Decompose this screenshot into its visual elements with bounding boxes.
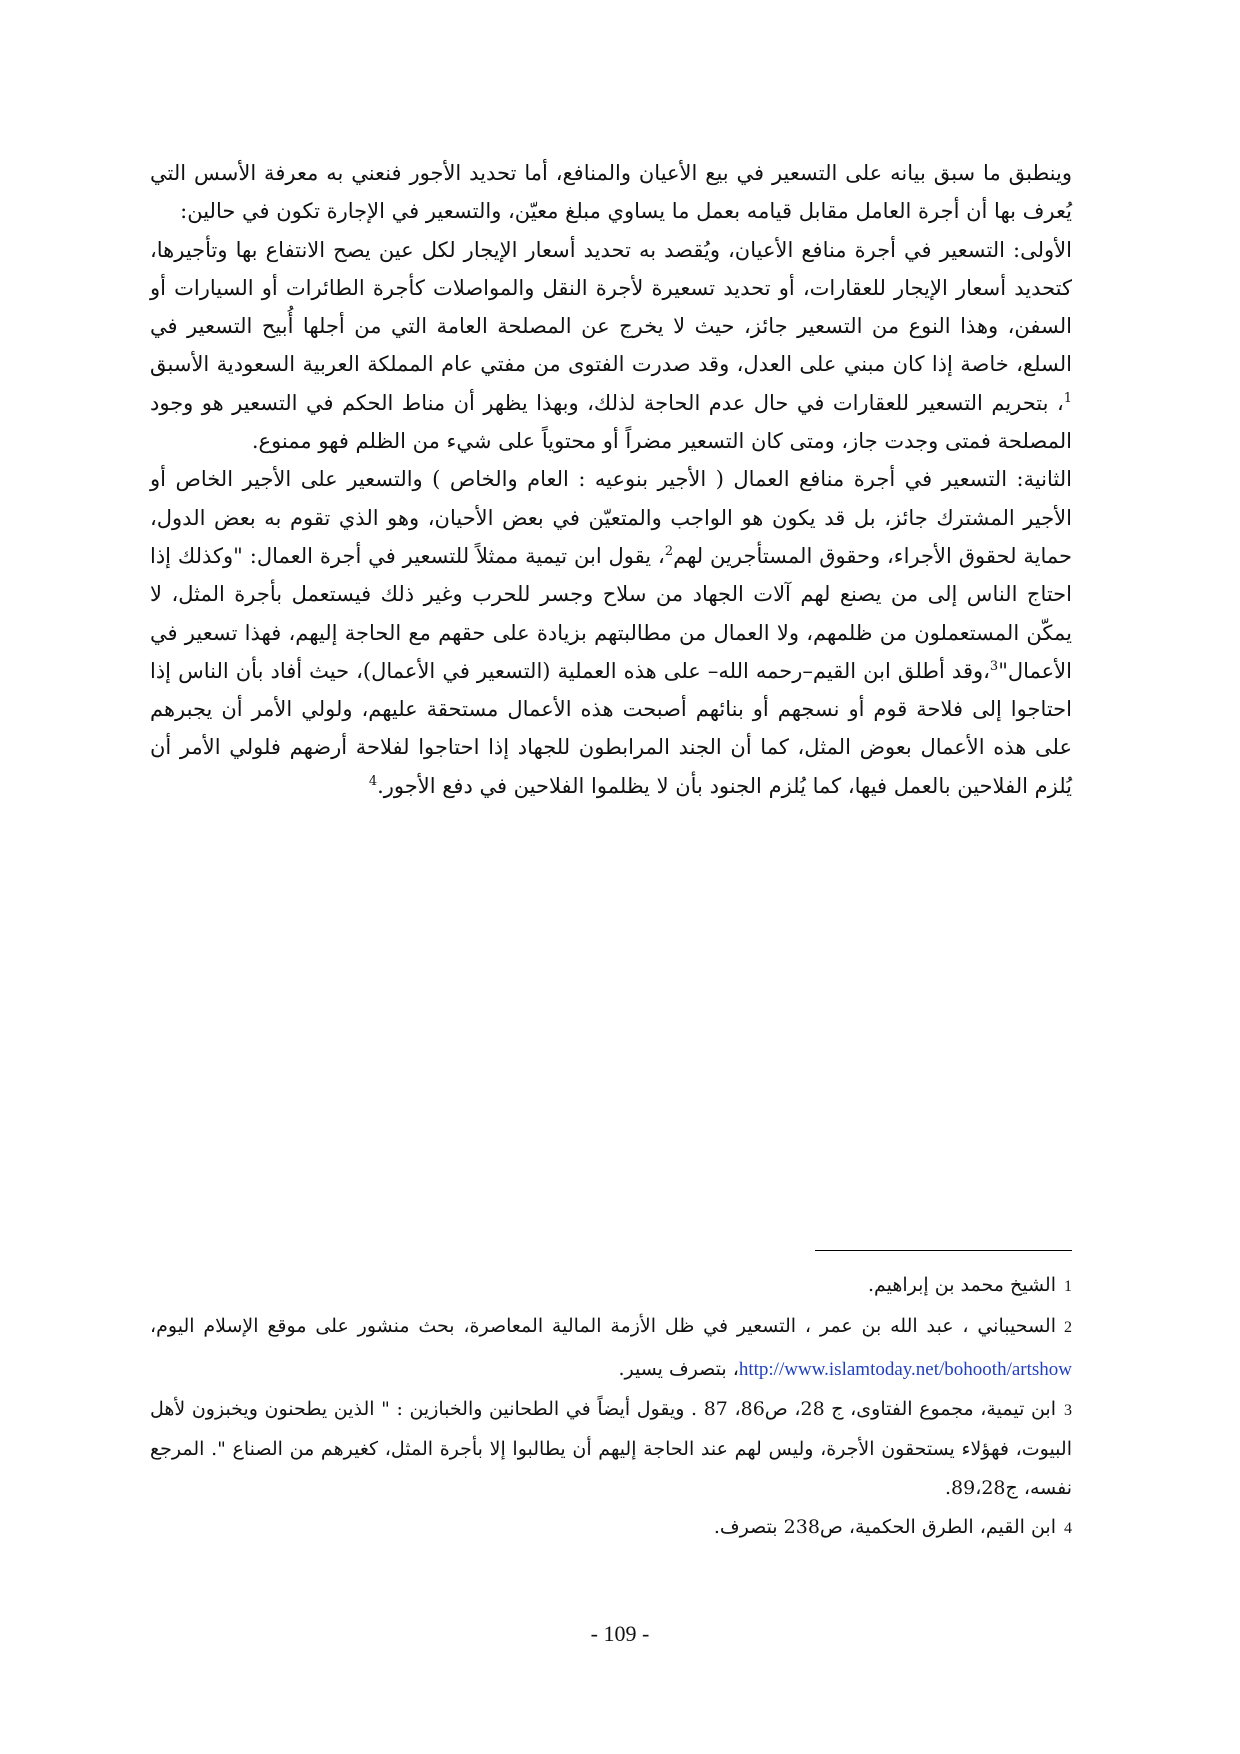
footnote-text: السحيباني ، عبد الله بن عمر ، التسعير في ظل الأزمة المالية المعاصرة، بحث منشور على موقع الإسلام اليوم، <box>150 1315 1056 1337</box>
footnote-1 <box>150 1266 1072 1306</box>
page-number: - 109 - <box>590 1621 650 1646</box>
footnote-ref-4: 4 <box>368 773 378 789</box>
footnote-number: 4 <box>1064 1520 1072 1537</box>
footnote-number: 1 <box>1064 1278 1072 1295</box>
paragraph-second-case-part1: الثانية: التسعير في أجرة منافع العمال ( الأجير بنوعيه : العام والخاص ) والتسعير على الأجير الخاص أو الأجير المشترك جائز، بل قد يكون هو الواجب والمتعيّن في بعض الأحيان، وهو الذي تقوم به بعض الدول، حماية لحقوق الأجراء، وحقوق المستأجرين لهم <box>150 467 1072 568</box>
footnote-text: الشيخ محمد بن إبراهيم. <box>867 1274 1056 1296</box>
footnote-ref-1: 1 <box>1063 390 1072 406</box>
main-text <box>150 154 1072 805</box>
paragraph-first-case <box>150 231 1072 461</box>
footnote-text: ابن القيم، الطرق الحكمية، ص238 بتصرف. <box>713 1516 1056 1538</box>
footnote-3 <box>150 1390 1072 1508</box>
footnote-link[interactable]: http://www.islamtoday.net/bohooth/artshow <box>738 1358 1072 1380</box>
paragraph-second-case-part2: ، يقول ابن تيمية ممثلاً للتسعير في أجرة العمال: "وكذلك إذا احتاج الناس إلى من يصنع لهم آلات الجهاد من سلاح وجسر للحرب وغير ذلك فيستعمل بأجرة المثل، لا يمكّن المستعملون من ظلمهم، ولا العمال من مطالبتهم بزيادة على حقهم مع الحاجة إليهم، فهذا تسعير في الأعمال" <box>150 543 1072 683</box>
footnotes <box>150 1266 1072 1548</box>
footnote-text: ابن تيمية، مجموع الفتاوى، ج 28، ص86، 87 . ويقول أيضاً في الطحانين والخبازين : " الذين يطحنون ويخبزون لأهل البيوت، فهؤلاء يستحقون الأجرة، وليس لهم عند الحاجة إليهم أن يطالبوا إلا بأجرة المثل، كغيرهم من الصناع ". المرجع نفسه، ج89،28. <box>150 1398 1072 1499</box>
footnote-ref-2: 2 <box>664 543 674 559</box>
footnote-text-cont: ، بتصرف يسير. <box>618 1357 739 1380</box>
footnote-2 <box>150 1306 1072 1390</box>
paragraph-first-case-text: الأولى: التسعير في أجرة منافع الأعيان، ويُقصد به تحديد أسعار الإيجار لكل عين يصح الانتفاع بها وتأجيرها، كتحديد أسعار الإيجار للعقارات، أو تحديد تسعيرة لأجرة النقل والمواصلات كأجرة الطائرات أو السيارات أو السفن، وهذا النوع من التسعير جائز، حيث لا يخرج عن المصلحة العامة التي من أجلها أُبيح التسعير في السلع، خاصة إذا كان مبني على العدل، وقد صدرت الفتوى من مفتي عام المملكة العربية السعودية الأسبق <box>150 237 1072 377</box>
footnote-4 <box>150 1508 1072 1548</box>
footnote-number: 3 <box>1063 1402 1072 1419</box>
footnote-number: 2 <box>1064 1319 1072 1336</box>
paragraph-intro: وينطبق ما سبق بيانه على التسعير في بيع الأعيان والمنافع، أما تحديد الأجور فنعني به معرفة الأسس التي يُعرف بها أن أجرة العامل مقابل قيامه بعمل ما يساوي مبلغ معيّن، والتسعير في الإجارة تكون في حالين: <box>150 161 1072 224</box>
footnote-separator <box>815 1250 1072 1251</box>
paragraph-second-case-part3: ،وقد أطلق ابن القيم–رحمه الله– على هذه العملية (التسعير في الأعمال)، حيث أفاد بأن الناس إذا احتاجوا إلى فلاحة قوم أو نسجهم أو بنائهم أصبحت هذه الأعمال مستحقة عليهم، ولولي الأمر أن يجبرهم على هذه الأعمال بعوض المثل، كما أن الجند المرابطون للجهاد إذا احتاجوا لفلاحة أرضهم فلولي الأمر أن يُلزم الفلاحين بالعمل فيها، كما يُلزم الجنود بأن لا يظلموا الفلاحين في دفع الأجور. <box>150 658 1072 798</box>
footnote-ref-3: 3 <box>989 658 999 674</box>
paragraph-second-case <box>150 460 1072 805</box>
paragraph-first-case-text-cont: ، بتحريم التسعير للعقارات في حال عدم الحاجة لذلك، وبهذا يظهر أن مناط الحكم في التسعير هو وجود المصلحة فمتى وجدت جاز، ومتى كان التسعير مضراً أو محتوياً على شيء من الظلم فهو ممنوع. <box>150 390 1072 454</box>
